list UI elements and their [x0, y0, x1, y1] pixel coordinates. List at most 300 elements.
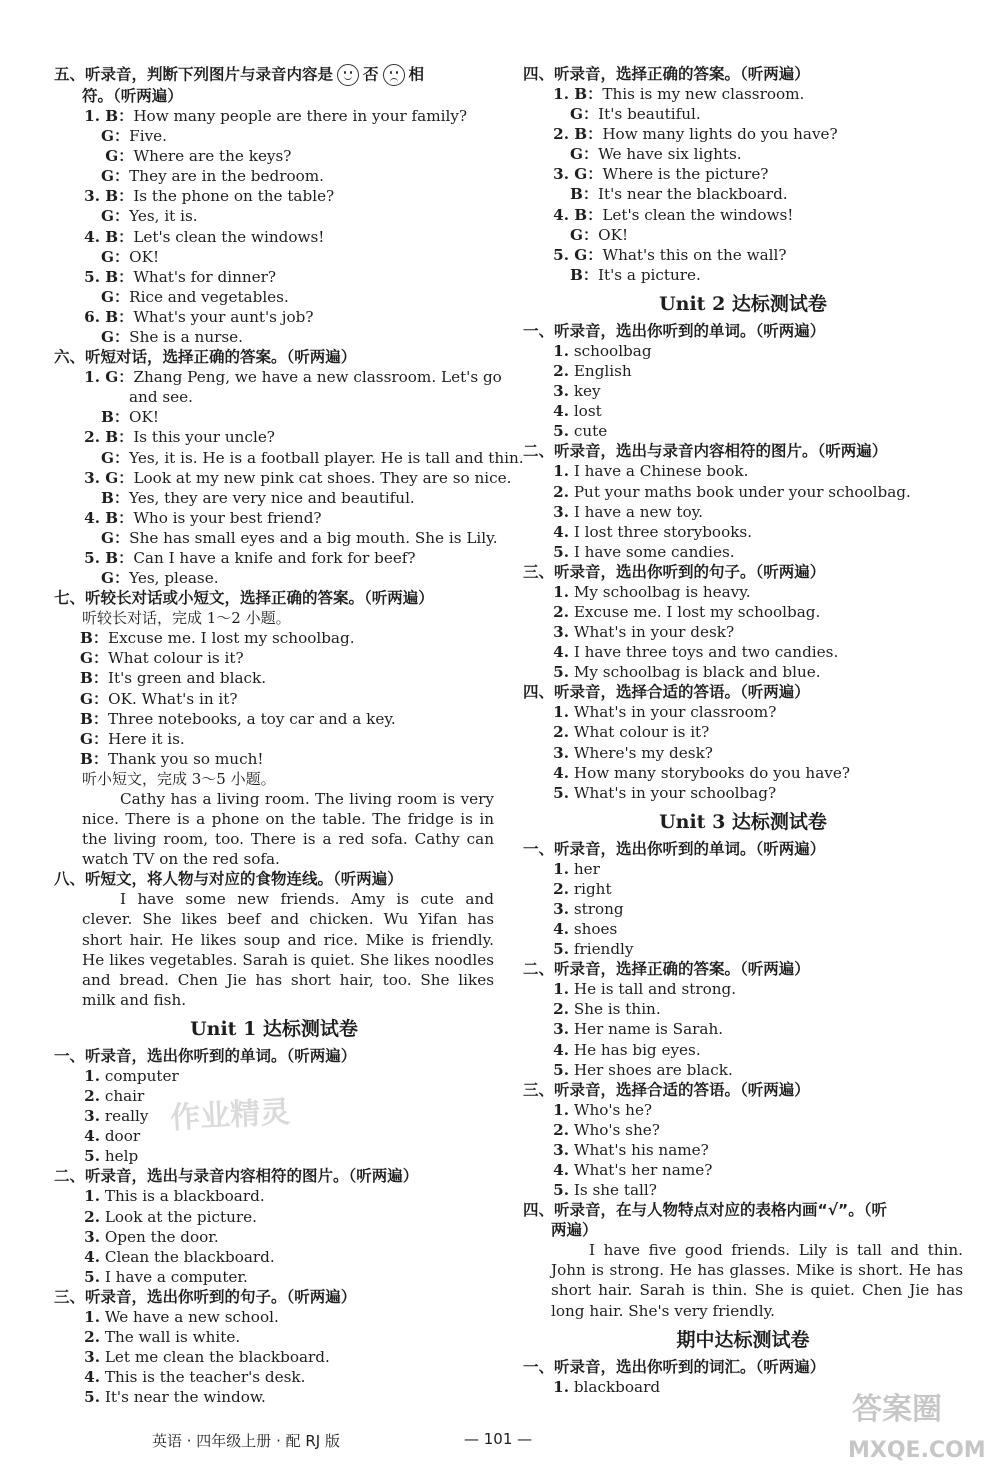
dialog-line: [54, 407, 494, 427]
item-number: 1.: [553, 582, 569, 601]
item-number: 2.: [84, 1327, 100, 1346]
item-number: 3.: [553, 900, 569, 918]
item-text: I have a Chinese book.: [569, 462, 749, 481]
dialog-text: She is a nurse.: [129, 328, 243, 347]
dialog-text: Yes, please.: [129, 569, 219, 588]
dialog-line: [54, 227, 494, 247]
item-number: 3.: [84, 1227, 100, 1246]
item-number: 4.: [553, 1040, 569, 1059]
item-text: What's his name?: [569, 1140, 709, 1159]
item-text: She is thin.: [569, 1000, 661, 1019]
item-number: 6.: [84, 307, 100, 326]
item-number: 5.: [84, 1267, 100, 1286]
dialog-text: She has small eyes and a big mouth. She is Lily.: [129, 528, 498, 547]
dialog-line: [54, 106, 494, 126]
item-text: Put your maths book under your schoolbag.: [569, 482, 911, 501]
speaker-label: G：: [101, 127, 130, 146]
speaker-label: G：: [100, 368, 134, 387]
dialog-line: [54, 508, 494, 528]
item-number: 4.: [553, 763, 569, 782]
list-item: [54, 1387, 494, 1407]
smiling-face-icon: [337, 64, 359, 86]
item-text: blackboard: [569, 1377, 661, 1396]
item-text: Look at the picture.: [100, 1207, 257, 1226]
item-text: This is the teacher's desk.: [100, 1368, 306, 1387]
list-item: [523, 341, 963, 361]
dialog-text: Thank you so much!: [108, 749, 264, 768]
item-text: cute: [569, 422, 608, 441]
speaker-label: G：: [80, 649, 109, 668]
speaker-label: G：: [101, 528, 130, 547]
list-item: [523, 783, 963, 803]
dialog-text-cont: and see.: [129, 388, 193, 407]
section-title-part: 否: [363, 65, 379, 84]
dialog-line: [54, 367, 502, 387]
dialog-line: [54, 287, 494, 307]
item-number: 3.: [553, 743, 569, 762]
dialog-text: It's near the blackboard.: [598, 185, 788, 204]
list-item: [54, 1327, 494, 1347]
unit-heading: Unit 1 达标测试卷: [190, 1017, 358, 1040]
dialog-line: [54, 648, 494, 668]
item-text: What's in your classroom?: [569, 703, 777, 722]
dialog-text: Yes, it is.: [129, 207, 198, 226]
item-text: shoes: [569, 920, 618, 939]
list-item: [523, 1040, 963, 1060]
list-item: [523, 1019, 963, 1039]
dialog-text: What's this on the wall?: [602, 245, 787, 264]
speaker-label: B：: [100, 307, 134, 326]
item-number: 2.: [553, 723, 569, 742]
speaker-label: B：: [100, 107, 134, 125]
item-number: 2.: [553, 879, 569, 898]
unit-1: [54, 1016, 494, 1407]
dialog-text: It's beautiful.: [598, 105, 701, 124]
item-number: 4.: [84, 1368, 100, 1387]
item-text: chair: [100, 1087, 145, 1106]
dialog-text: Zhang Peng, we have a new classroom. Let's go: [133, 368, 502, 387]
dialog-line: [54, 247, 494, 267]
list-item: [523, 879, 963, 899]
section-title-part: 相: [408, 65, 425, 84]
dialog-text: Let's clean the windows!: [602, 205, 794, 224]
speaker-label: B：: [570, 265, 599, 284]
speaker-label: B：: [101, 408, 130, 427]
dialog-text: Look at my new pink cat shoes. They are so nice.: [133, 468, 512, 487]
list-item: [523, 763, 963, 783]
item-number: 3.: [553, 165, 569, 184]
section-title: 二、听录音，选出与录音内容相符的图片。（听两遍）: [523, 442, 888, 461]
unit-2: [523, 291, 963, 803]
list-item: [523, 1140, 963, 1160]
item-number: 4.: [553, 522, 569, 541]
speaker-label: G：: [570, 145, 599, 164]
item-number: 2.: [553, 1120, 569, 1139]
item-text: Let me clean the blackboard.: [100, 1348, 330, 1367]
list-item: [523, 1160, 963, 1180]
item-number: 3.: [84, 187, 100, 206]
item-text: What colour is it?: [569, 723, 710, 742]
item-text: I have some candies.: [569, 542, 735, 561]
frowning-face-icon: [383, 64, 405, 86]
dialog-text: Excuse me. I lost my schoolbag.: [108, 629, 355, 648]
speaker-label: G：: [100, 468, 134, 487]
list-item: [523, 1100, 963, 1120]
item-number: 3.: [553, 502, 569, 521]
item-number: 2.: [553, 482, 569, 501]
item-text: right: [569, 879, 612, 898]
list-item: [523, 421, 963, 441]
list-item: [54, 1307, 494, 1327]
speaker-label: G：: [569, 245, 603, 264]
item-text: Who's she?: [569, 1120, 660, 1139]
dialog-text: Rice and vegetables.: [129, 287, 289, 306]
item-text: Where's my desk?: [569, 743, 713, 762]
dialog-line: [523, 84, 963, 104]
section-title: 一、听录音，选出你听到的单词。（听两遍）: [523, 321, 826, 340]
section-6: [54, 347, 524, 588]
dialog-line: [54, 488, 494, 508]
item-number: 1.: [84, 1187, 100, 1206]
item-text: We have a new school.: [100, 1307, 279, 1326]
item-number: 1.: [84, 368, 100, 387]
list-item: [54, 1186, 494, 1206]
section-4: [523, 64, 963, 285]
item-text: friendly: [569, 940, 634, 959]
item-text: What's in your schoolbag?: [569, 783, 777, 802]
speaker-label: G：: [101, 207, 130, 226]
item-number: 3.: [84, 468, 100, 487]
unit-3: [523, 809, 963, 1321]
dialog-text: Where are the keys?: [133, 147, 292, 166]
item-text: Excuse me. I lost my schoolbag.: [569, 602, 821, 621]
dialog-line: [54, 548, 494, 568]
section-title: [54, 64, 494, 106]
section-title-cont: 两遍）: [551, 1221, 598, 1240]
instruction-note: 听较长对话，完成 1～2 小题。: [82, 609, 291, 628]
list-item: [54, 1146, 494, 1166]
passage: I have five good friends. Lily is tall and thin. John is strong. He has glasses. Mike is short. He has short hair. Sarah is thin. She is quiet. Chen Jie has long hair. She's very friendly.: [551, 1241, 963, 1320]
dialog-text: OK!: [129, 408, 159, 427]
dialog-line: [54, 528, 498, 548]
dialog-text: We have six lights.: [598, 145, 742, 164]
dialog-text: How many people are there in your family?: [133, 107, 468, 125]
list-item: [54, 1227, 494, 1247]
dialog-line: [523, 144, 963, 164]
dialog-text: What colour is it?: [108, 649, 244, 668]
section-title-part: 五、听录音，判断下列图片与录音内容是: [54, 65, 334, 84]
section-title: 三、听录音，选择合适的答语。（听两遍）: [523, 1080, 810, 1099]
list-item: [523, 859, 963, 879]
book-title: 英语 · 四年级上册 · 配 RJ 版: [152, 1432, 340, 1450]
speaker-label: B：: [100, 267, 134, 286]
speaker-label: G：: [570, 225, 599, 244]
dialog-text: This is my new classroom.: [602, 85, 805, 103]
item-number: 4.: [84, 1247, 100, 1266]
item-number: 4.: [84, 508, 100, 527]
dialog-text: It's a picture.: [598, 265, 701, 284]
section-5: [54, 64, 494, 347]
right-column: [523, 64, 963, 1397]
dialog-text: Here it is.: [108, 729, 185, 748]
list-item: [523, 502, 963, 522]
section-title: 四、听录音，选择合适的答语。（听两遍）: [523, 683, 810, 702]
speaker-label: G：: [101, 167, 130, 186]
passage: I have some new friends. Amy is cute and clever. She likes beef and chicken. Wu Yifan has short hair. He likes soup and rice. Mike is friendly. He likes vegetables. Sarah is quiet. She likes noodles and bread. Chen Jie has short hair, too. She likes milk and fish.: [82, 890, 494, 1009]
section-title: 三、听录音，选出你听到的句子。（听两遍）: [54, 1287, 357, 1306]
dialog-text: Let's clean the windows!: [133, 227, 325, 246]
watermark-center: 作业精灵: [169, 1094, 292, 1137]
section-title: 一、听录音，选出你听到的单词。（听两遍）: [54, 1046, 357, 1065]
item-number: 1.: [84, 1307, 100, 1326]
unit-heading: Unit 2 达标测试卷: [659, 292, 827, 315]
item-text: I lost three storybooks.: [569, 522, 753, 541]
dialog-line: [54, 749, 494, 769]
item-text: strong: [569, 900, 624, 918]
list-item: [54, 1267, 494, 1287]
item-number: 4.: [553, 920, 569, 939]
watermark-logo: 答案圈: [852, 1392, 942, 1427]
item-number: 4.: [84, 227, 100, 246]
item-text: Open the door.: [100, 1227, 219, 1246]
speaker-label: B：: [80, 749, 109, 768]
section-title: 六、听短对话，选择正确的答案。（听两遍）: [54, 348, 357, 367]
item-number: 1.: [84, 107, 100, 125]
item-text: How many storybooks do you have?: [569, 763, 850, 782]
speaker-label: B：: [101, 488, 130, 507]
dialog-text: Is the phone on the table?: [133, 187, 335, 206]
item-number: 5.: [553, 422, 569, 441]
list-item: [523, 622, 963, 642]
list-item: [54, 1066, 494, 1086]
section-title: 一、听录音，选出你听到的词汇。（听两遍）: [523, 1357, 826, 1376]
item-number: 1.: [84, 1066, 100, 1085]
item-text: Is she tall?: [569, 1181, 657, 1200]
speaker-label: G：: [101, 287, 130, 306]
speaker-label: B：: [100, 227, 134, 246]
list-item: [54, 1367, 494, 1387]
speaker-label: B：: [100, 508, 134, 527]
item-number: 1.: [553, 703, 569, 722]
dialog-line: [523, 164, 963, 184]
item-text: English: [569, 362, 632, 381]
dialog-line: [54, 729, 494, 749]
list-item: [523, 722, 963, 742]
speaker-label: B：: [570, 185, 599, 204]
dialog-line: [523, 104, 963, 124]
watermark-url: MXQE.COM: [848, 1438, 986, 1463]
dialog-text: Who is your best friend?: [133, 508, 322, 527]
dialog-line: [523, 245, 963, 265]
dialog-line: [54, 327, 494, 347]
item-number: 5.: [553, 542, 569, 561]
dialog-line: [54, 668, 494, 688]
item-text: Her shoes are black.: [569, 1060, 733, 1079]
item-text: This is a blackboard.: [100, 1187, 265, 1206]
dialog-line: [54, 166, 494, 186]
item-number: 1.: [553, 1100, 569, 1119]
page-number: — 101 —: [464, 1430, 533, 1448]
item-number: 5.: [84, 267, 100, 286]
item-number: 1.: [553, 980, 569, 999]
dialog-line: [523, 225, 963, 245]
list-item: [54, 1207, 494, 1227]
list-item: [523, 999, 963, 1019]
dialog-line: [523, 205, 963, 225]
speaker-label: G：: [80, 689, 109, 708]
item-number: 5.: [84, 1388, 100, 1407]
item-text: computer: [100, 1066, 179, 1085]
dialog-line: [54, 126, 494, 146]
dialog-line: [523, 265, 963, 285]
speaker-label: B：: [100, 187, 134, 206]
speaker-label: B：: [569, 125, 603, 144]
dialog-line: [54, 448, 524, 468]
item-text: He has big eyes.: [569, 1040, 701, 1059]
dialog-text: OK. What's in it?: [108, 689, 238, 708]
item-text: Who's he?: [569, 1100, 653, 1119]
list-item: [523, 919, 963, 939]
speaker-label: B：: [569, 85, 603, 103]
section-title-part: 四、听录音，在与人物特点对应的表格内画“√”。（听: [523, 1201, 887, 1220]
passage: Cathy has a living room. The living room is very nice. There is a phone on the table. The fridge is in the living room, too. There is a red sofa. Cathy can watch TV on the red sofa.: [82, 790, 494, 869]
item-text: lost: [569, 402, 602, 421]
speaker-label: G：: [101, 328, 130, 347]
dialog-line: [54, 146, 494, 166]
section-title: 八、听短文，将人物与对应的食物连线。（听两遍）: [54, 870, 403, 889]
speaker-label: G：: [80, 729, 109, 748]
speaker-label: B：: [100, 548, 134, 567]
list-item: [523, 1180, 963, 1200]
dialog-text: Three notebooks, a toy car and a key.: [108, 709, 396, 728]
item-number: 4.: [553, 205, 569, 224]
item-text: I have a computer.: [100, 1267, 248, 1286]
section-title: 二、听录音，选择正确的答案。（听两遍）: [523, 960, 810, 979]
section-title-cont: 符。（听两遍）: [82, 87, 183, 105]
item-text: The wall is white.: [100, 1327, 241, 1346]
item-number: 3.: [553, 623, 569, 642]
item-number: 1.: [553, 859, 569, 878]
item-text: I have three toys and two candies.: [569, 643, 839, 662]
dialog-text: Yes, it is. He is a football player. He is tall and thin.: [129, 448, 524, 467]
item-number: 3.: [553, 382, 569, 401]
speaker-label: G：: [101, 448, 130, 467]
item-number: 3.: [84, 1107, 100, 1126]
list-item: [523, 939, 963, 959]
item-text: Her name is Sarah.: [569, 1020, 724, 1039]
list-item: [523, 482, 963, 502]
list-item: [523, 899, 963, 919]
item-number: 4.: [84, 1127, 100, 1146]
section-title: 七、听较长对话或小短文，选择正确的答案。（听两遍）: [54, 589, 434, 608]
item-number: 5.: [553, 1181, 569, 1200]
speaker-label: G：: [570, 105, 599, 124]
dialog-text: Five.: [129, 127, 167, 146]
list-item: [54, 1247, 494, 1267]
item-text: key: [569, 382, 601, 401]
unit-heading: Unit 3 达标测试卷: [659, 810, 827, 833]
item-number: 2.: [84, 428, 100, 447]
item-number: 5.: [553, 940, 569, 959]
list-item: [523, 582, 963, 602]
left-column: [54, 64, 524, 1407]
dialog-text: Where is the picture?: [602, 165, 769, 184]
dialog-line: [54, 267, 494, 287]
item-text: her: [569, 859, 600, 878]
dialog-text: It's green and black.: [108, 669, 267, 688]
dialog-text: OK!: [598, 225, 629, 244]
item-text: It's near the window.: [100, 1388, 266, 1407]
section-7: [54, 588, 494, 869]
list-item: [523, 602, 963, 622]
list-item: [523, 702, 963, 722]
dialog-line: [54, 206, 494, 226]
item-number: 5.: [553, 663, 569, 682]
item-number: 3.: [84, 1348, 100, 1367]
list-item: [523, 381, 963, 401]
item-number: 1.: [553, 1377, 569, 1396]
item-number: 5.: [84, 548, 100, 567]
list-item: [523, 743, 963, 763]
dialog-line: [54, 628, 494, 648]
dialog-line: [54, 568, 494, 588]
dialog-text: How many lights do you have?: [602, 125, 838, 144]
item-text: door: [100, 1127, 141, 1146]
item-text: help: [100, 1147, 139, 1166]
item-number: 3.: [553, 1140, 569, 1159]
item-text: My schoolbag is black and blue.: [569, 663, 821, 682]
dialog-line: [54, 468, 512, 488]
item-text: Clean the blackboard.: [100, 1247, 275, 1266]
speaker-label: B：: [80, 669, 109, 688]
list-item: [523, 979, 963, 999]
dialog-line: [54, 689, 494, 709]
dialog-line: [523, 184, 963, 204]
list-item: [523, 662, 963, 682]
item-number: 2.: [553, 125, 569, 144]
speaker-label: B：: [569, 205, 603, 224]
item-text: schoolbag: [569, 341, 652, 360]
section-8: [54, 869, 494, 1010]
dialog-text: They are in the bedroom.: [129, 167, 324, 186]
list-item: [523, 542, 963, 562]
dialog-line: [54, 427, 494, 447]
item-number: 1.: [553, 85, 569, 103]
item-text: He is tall and strong.: [569, 980, 737, 999]
speaker-label: G：: [100, 147, 134, 166]
speaker-label: G：: [101, 247, 130, 266]
item-number: 2.: [553, 1000, 569, 1019]
item-text: What's her name?: [569, 1161, 713, 1180]
list-item: [523, 1060, 963, 1080]
item-number: 1.: [553, 341, 569, 360]
dialog-text: What's your aunt's job?: [133, 307, 314, 326]
item-text: really: [100, 1107, 149, 1126]
list-item: [523, 461, 963, 481]
dialog-line: [523, 124, 963, 144]
item-number: 1.: [553, 462, 569, 481]
unit-heading: 期中达标测试卷: [676, 1328, 810, 1351]
dialog-text: Can I have a knife and fork for beef?: [133, 548, 416, 567]
item-text: My schoolbag is heavy.: [569, 582, 751, 601]
section-title: 四、听录音，选择正确的答案。（听两遍）: [523, 65, 810, 83]
item-text: What's in your desk?: [569, 623, 735, 642]
speaker-label: G：: [101, 569, 130, 588]
dialog-line: [54, 186, 494, 206]
item-number: 4.: [553, 402, 569, 421]
list-item: [523, 401, 963, 421]
item-number: 5.: [84, 1147, 100, 1166]
